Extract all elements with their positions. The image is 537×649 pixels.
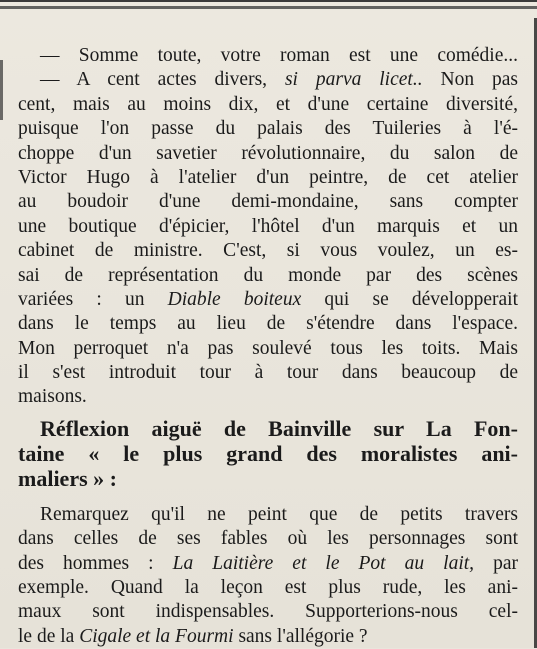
top-double-rule bbox=[0, 6, 537, 9]
dialogue-line: — A cent actes divers, si parva licet.. Non pas bbox=[40, 69, 518, 91]
dialogue-line: Victor Hugo à l'atelier d'un peintre, de cet atelier bbox=[18, 166, 518, 188]
book-title: Diable boiteux bbox=[167, 288, 302, 310]
quote-line: le de la Cigale et la Fourmi sans l'allégorie ? bbox=[18, 625, 368, 647]
dialogue-line: il s'est introduit tour à tour dans beaucoup de bbox=[18, 362, 518, 384]
fable-title: La Laitière et le Pot au lait, bbox=[172, 552, 475, 574]
heading-line: Réflexion aiguë de Bainville sur La Fon- bbox=[40, 415, 518, 441]
article-body bbox=[18, 44, 518, 649]
dialogue-line: maisons. bbox=[18, 386, 87, 408]
dialogue-line: cabinet de ministre. C'est, si vous voulez, un es- bbox=[18, 240, 518, 262]
dialogue-line: sai de représentation du monde par des scènes bbox=[18, 264, 518, 286]
dialogue-line: cent, mais au moins dix, et d'une certaine diversité, bbox=[18, 93, 518, 115]
quote-line: exemple. Quand la leçon est plus rude, les ani- bbox=[18, 577, 518, 599]
dialogue-line: une boutique d'épicier, l'hôtel d'un marquis et un bbox=[18, 215, 518, 237]
quote-line: dans celles de ses fables où les personnages sont bbox=[18, 528, 518, 550]
dialogue-line: choppe d'un savetier révolutionnaire, du salon de bbox=[18, 142, 518, 164]
dialogue-line: — Somme toute, votre roman est une comédie... bbox=[40, 45, 518, 66]
section-heading bbox=[18, 416, 518, 491]
latin-phrase: si parva licet.. bbox=[284, 69, 423, 91]
dialogue-line: dans le temps au lieu de s'étendre dans l'espace. bbox=[18, 313, 518, 335]
quoted-passage bbox=[18, 503, 518, 649]
heading-line: maliers » : bbox=[18, 465, 117, 491]
heading-line: taine « le plus grand des moralistes ani- bbox=[18, 440, 518, 466]
fable-title: Cigale et la Fourmi bbox=[79, 625, 234, 647]
top-border-rule bbox=[0, 0, 537, 2]
quote-line: maux sont indispensables. Supporterions-nous cel- bbox=[18, 601, 518, 623]
dialogue-line: au boudoir d'une demi-mondaine, sans compter bbox=[18, 191, 518, 213]
quote-line: Remarquez qu'il ne peint que de petits travers bbox=[40, 503, 518, 525]
dialogue-line: variées : un Diable boiteux qui se développerait bbox=[18, 288, 519, 310]
quote-line: des hommes : La Laitière et le Pot au lait, par bbox=[18, 552, 518, 574]
dialogue-line: puisque l'on passe du palais des Tuileries à l'é- bbox=[18, 118, 518, 140]
dialogue-line: Mon perroquet n'a pas soulevé tous les toits. Mais bbox=[18, 337, 518, 359]
left-column-rule bbox=[0, 60, 3, 120]
